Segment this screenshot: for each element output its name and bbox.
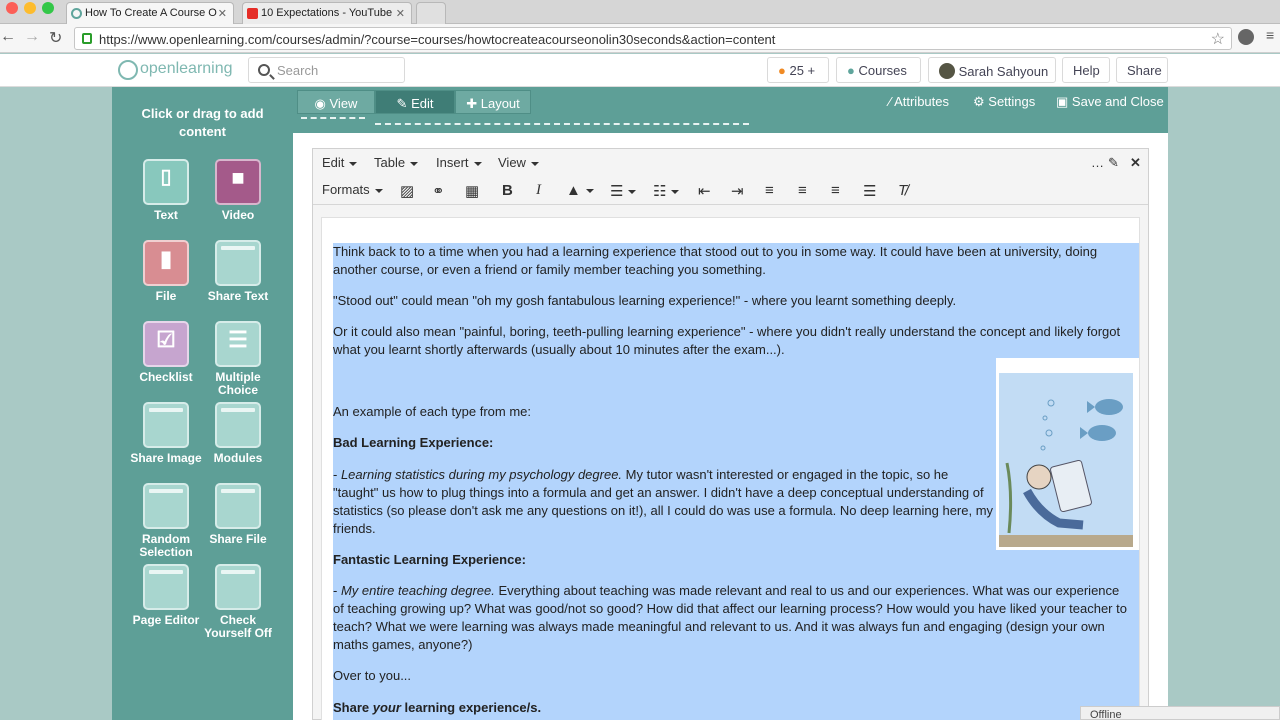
wand-icon: ⁄ [889,94,892,109]
search-input[interactable] [248,57,405,83]
page-editor-icon [143,564,189,610]
layout-label: Layout [480,96,520,111]
insert-link-icon[interactable]: ⚭ [432,183,445,200]
youtube-favicon-icon [247,8,258,19]
logo-text: openlearning [140,60,233,77]
file-icon: ▮ [143,240,189,286]
caret-down-icon [671,190,679,194]
tool-label: Check Yourself Off [204,613,272,640]
emphasis-text: your [372,700,401,715]
caret-down-icon [474,162,482,166]
avatar [939,63,955,79]
caret-down-icon [410,162,418,166]
save-and-close-button[interactable] [1056,94,1164,110]
attributes-label: Attributes [894,94,949,109]
help-button[interactable] [1062,57,1110,83]
globe-icon: ● [847,63,855,78]
browser-tab-bar [0,0,1280,24]
magic-wand-icon[interactable]: ✎ [1108,155,1119,170]
paragraph: Over to you... [333,668,412,683]
tool-label: Multiple Choice [215,370,261,397]
rich-text-editor [312,148,1149,720]
paragraph: - My entire teaching degree. Everything about teaching was made relevant and real to us and our experiences. What was our experience of teaching growing up? What was good/not so good? How did that affect our learning process? How would you have liked your teacher to teach? What we were learning was always made meaningful and relevant to us. And it was always fun and engaging (design your own maths games, anyone?) [333,583,1127,652]
user-name: Sarah Sahyoun [958,64,1049,79]
user-menu-button[interactable] [928,57,1056,83]
tool-label: Video [221,208,255,222]
back-arrow-icon[interactable]: ← [0,28,16,45]
bullet-list-icon[interactable]: ☰ [610,182,636,200]
maximize-window-icon[interactable] [42,2,54,14]
tab-title: 10 Expectations - YouTube [261,7,393,19]
search-placeholder: Search [277,63,319,78]
close-window-icon[interactable] [6,2,18,14]
menu-label: Insert [436,155,469,170]
close-tab-icon[interactable]: ✕ [395,8,405,20]
offline-status-badge [1080,706,1280,720]
tool-label: Text [154,208,178,222]
menu-table[interactable] [374,155,418,170]
layout-mode-button[interactable] [455,90,531,114]
caret-down-icon [349,162,357,166]
paragraph: - Learning statistics during my psychology degree. My tutor wasn't interested or engaged in the topic, so he "taught" us how to plug things into a formula and get an answer. I didn't have a deep conceptual understanding of statistics (so please don't ask me any questions on it!), all I could do was use a formula. No deep learning here, my friends. [333,467,994,536]
outdent-icon[interactable]: ⇤ [698,183,711,200]
tool-share-file[interactable] [202,483,274,546]
openlearning-favicon-icon [71,8,82,19]
emphasis-text: My entire teaching degree. [340,583,495,598]
numbered-list-icon[interactable]: ☷ [653,182,679,200]
tool-label: Share Image [130,451,202,465]
tool-label: Page Editor [132,613,200,627]
panel-title: Click or drag to add content [141,106,264,139]
close-editor-icon[interactable]: ✕ [1130,155,1141,170]
caret-down-icon [586,189,594,193]
paragraph: Or it could also mean "painful, boring, teeth-pulling learning experience" - where you didn't really understand the concept and likely forgot what you learnt shortly afterwards (usually about 10 minutes after the exam...). [333,324,1121,357]
video-camera-icon: ■ [215,159,261,205]
close-tab-icon[interactable]: ✕ [217,8,227,20]
kudos-count: 25 + [789,63,816,78]
heading-text: Bad Learning Experience: [333,435,494,450]
inline-image[interactable] [996,358,1140,550]
menu-label: Edit [322,155,345,170]
editor-mode-bar [293,87,1168,133]
settings-button[interactable] [973,94,1035,110]
paragraph-text: My tutor wasn't interested or engaged in the topic, so he "taught" us how to plug things into a formula and get an answer. I didn't have a deep conceptual understanding of statistics (so please don't ask me any questions on it!), all I could do was use a formula. No deep learning here, my friends. [333,467,994,536]
caret-down-icon [375,189,383,193]
section-heading [333,699,1133,717]
section-heading [333,551,1133,569]
italic-icon[interactable]: I [536,182,541,198]
menu-label: Table [374,155,406,170]
site-header [0,54,1280,87]
format-toolbar [313,177,1148,205]
forward-arrow-icon[interactable]: → [24,28,40,45]
bold-icon[interactable]: B [502,182,513,199]
share-image-icon [143,402,189,448]
tool-share-text[interactable] [202,240,274,303]
insert-media-icon[interactable]: ▦ [465,183,480,200]
drop-zone-divider [375,123,749,125]
align-left-icon[interactable]: ≡ [765,182,774,199]
courses-label: Courses [858,63,907,78]
search-icon [258,64,270,76]
swimming-cartoon-image [999,373,1133,547]
edit-mode-button[interactable] [375,90,455,114]
indent-icon[interactable]: ⇥ [731,183,744,200]
text-doc-icon: ▯ [143,159,189,205]
view-label: View [329,96,358,111]
modules-icon [215,402,261,448]
minimize-window-icon[interactable] [24,2,36,14]
logo-mark-icon [118,60,138,80]
cartoon-illustration [999,373,1133,547]
more-icon[interactable]: … [1091,155,1104,170]
clear-formatting-icon[interactable]: T̸ [898,182,908,199]
checklist-icon: ☑ [143,321,189,367]
heading-text: learning experience/s. [400,700,542,715]
formats-label: Formats [322,182,370,197]
tool-file[interactable] [130,240,202,303]
menu-label: View [498,155,526,170]
tool-label: Checklist [139,370,193,384]
status-text: Offline [1090,709,1122,720]
menu-edit[interactable] [322,155,357,170]
extension-icon[interactable] [1238,29,1254,45]
align-center-icon[interactable]: ≡ [798,182,807,199]
attributes-button[interactable] [889,94,949,109]
tool-checklist[interactable] [130,321,202,384]
random-selection-icon [143,483,189,529]
paragraph: Think back to to a time when you had a learning experience that stood out to you in some way. It could have been at university, doing another course, or even a friend or family member teaching you something. [333,244,1098,277]
save-icon: ▣ [1056,94,1069,109]
tool-label: Share File [209,532,267,546]
browser-tab-youtube[interactable] [242,2,412,24]
insert-image-icon[interactable]: ▨ [400,183,415,200]
drop-zone-divider [301,117,365,119]
share-file-icon [215,483,261,529]
new-tab-button[interactable] [416,2,446,24]
move-icon: ✚ [466,96,478,111]
lock-icon [82,33,92,44]
reload-icon[interactable]: ↻ [49,30,63,47]
settings-label: Settings [988,94,1036,109]
tab-title: How To Create A Course O [85,7,217,19]
browser-toolbar [0,24,1280,53]
tool-video[interactable] [202,159,274,222]
section-heading [333,434,1133,452]
share-label: Share [1127,63,1162,78]
paragraph-text: Everything about teaching was made relevant and real to us and our experiences. What was our experience of teaching growing up? What was good/not so good? How did that affect our learning process? How would you have liked your teacher to teach? What we were learning was always made meaningful and relevant to us. And it was always fun and engaging (design your own maths games, anyone?) [333,583,1127,652]
courses-button[interactable] [836,57,921,83]
tool-text[interactable] [130,159,202,222]
caret-down-icon [628,190,636,194]
share-button[interactable] [1116,57,1168,83]
paragraph: An example of each type from me: [333,404,531,419]
caret-down-icon [531,162,539,166]
emphasis-text: Learning statistics during my psychology degree. [340,467,623,482]
openlearning-logo[interactable] [118,60,233,78]
help-label: Help [1073,63,1100,78]
edit-label: Edit [411,96,434,111]
tool-random-selection[interactable] [130,483,202,559]
editor-menubar [313,149,1148,177]
tool-modules[interactable] [202,402,274,465]
browser-tab-course[interactable] [66,2,234,24]
tool-multiple-choice[interactable] [202,321,274,397]
check-yourself-off-icon [215,564,261,610]
menu-view[interactable] [498,155,539,170]
bookmark-star-icon[interactable]: ☆ [1210,31,1225,48]
align-right-icon[interactable]: ≡ [831,182,840,199]
heading-text: Share [333,700,373,715]
gear-icon: ⚙ [973,94,985,109]
text-color-icon[interactable]: ▲ [566,182,594,199]
eye-icon: ◉ [314,96,326,111]
editor-content-area[interactable] [321,217,1140,720]
menu-insert[interactable] [436,155,482,170]
menu-icon[interactable]: ≡ [1266,27,1275,43]
content-widget-panel [112,87,293,720]
tool-label: Share Text [207,289,269,303]
tool-share-image[interactable] [130,402,202,465]
address-bar[interactable] [74,27,1232,50]
list-icon: ☰ [215,321,261,367]
url-text: https://www.openlearning.com/courses/admin/?course=courses/howtocreateacourseonolin30seconds&action=content [99,32,776,47]
tool-label: File [155,289,177,303]
tool-label: Modules [213,451,263,465]
tool-check-yourself-off[interactable] [202,564,274,640]
kudos-button[interactable] [767,57,829,83]
save-close-label: Save and Close [1071,94,1164,109]
tool-page-editor[interactable] [130,564,202,627]
view-mode-button[interactable] [297,90,375,114]
share-text-icon [215,240,261,286]
heading-text: Fantastic Learning Experience: [333,552,526,567]
tool-label: Random Selection [139,532,193,559]
align-justify-icon[interactable]: ☰ [863,183,877,200]
pencil-icon: ✎ [396,96,408,111]
kudos-icon: ● [778,63,786,78]
formats-dropdown[interactable] [322,182,383,197]
paragraph: "Stood out" could mean "oh my gosh fantabulous learning experience!" - where you learnt something deeply. [333,293,957,308]
